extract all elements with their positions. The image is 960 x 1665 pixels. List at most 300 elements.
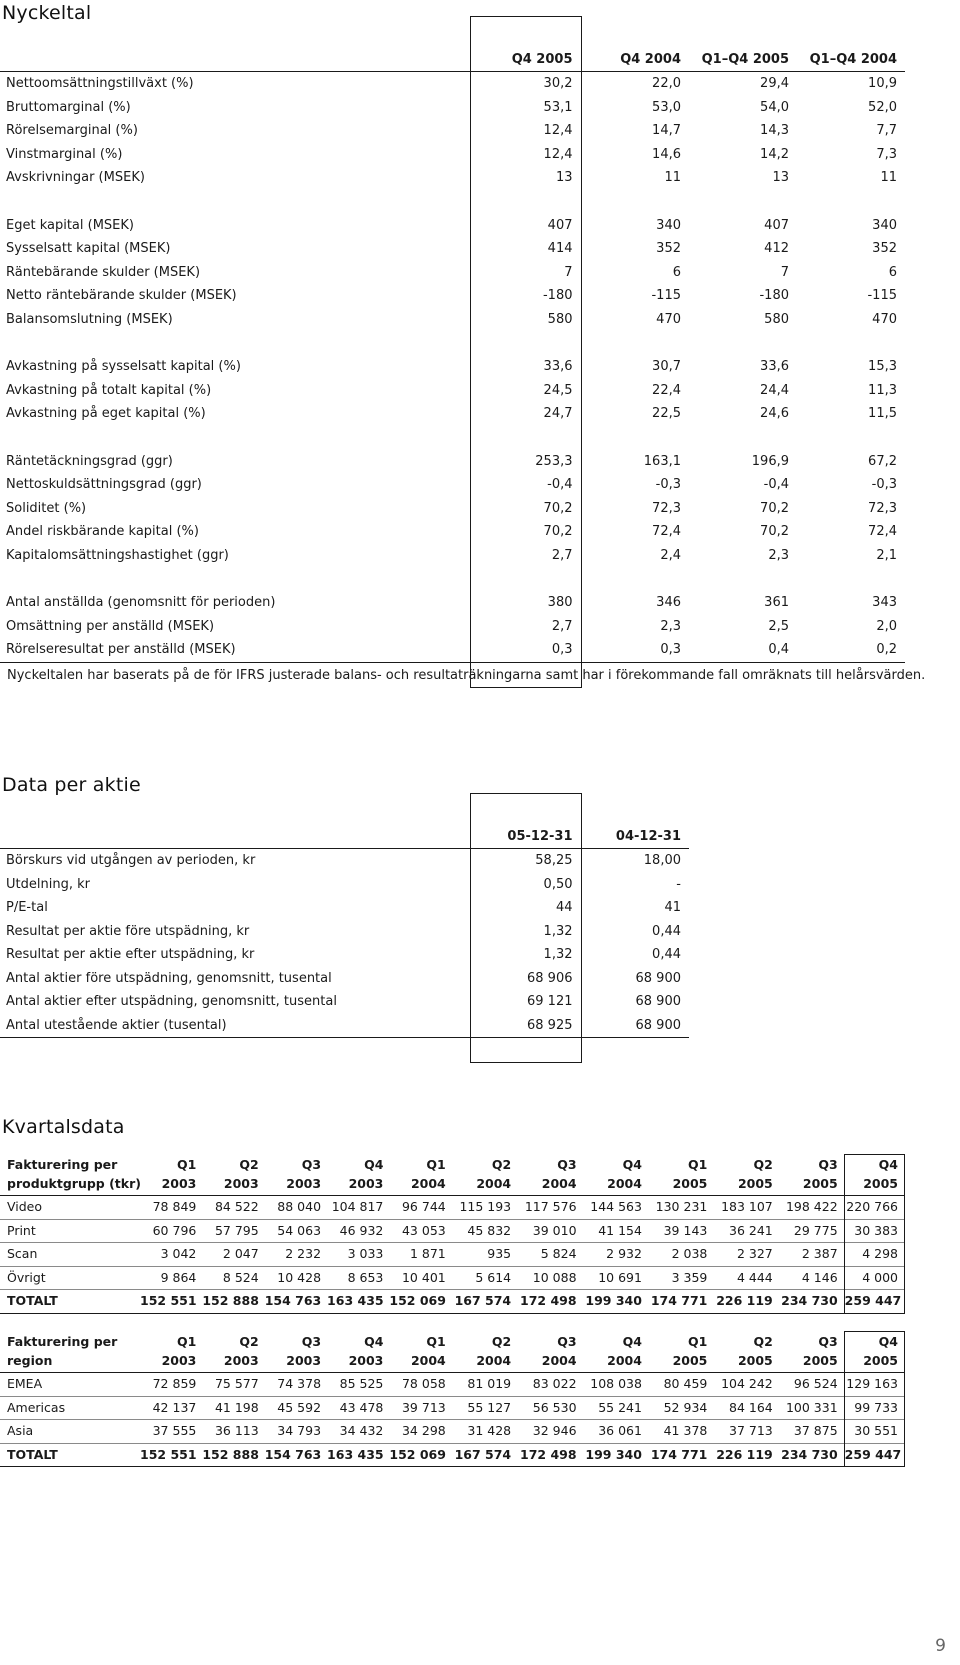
cell-value: 39 010 xyxy=(532,1222,577,1238)
cell-value: 31 428 xyxy=(467,1423,512,1438)
quarter-header: Q3 xyxy=(818,1333,838,1349)
header-blank xyxy=(0,49,470,72)
cell-value: 80 459 xyxy=(663,1376,708,1391)
row-label: Antal anställda (genomsnitt för perioden) xyxy=(6,595,276,610)
cell-value: 60 796 xyxy=(152,1222,197,1238)
table-row xyxy=(0,1196,905,1220)
cell-value: 130 231 xyxy=(655,1199,708,1214)
row-label: Netto räntebärande skulder (MSEK) xyxy=(6,288,237,303)
cell-value: 30 383 xyxy=(844,1219,904,1243)
row-label: Kapitalomsättningshastighet (ggr) xyxy=(6,547,229,563)
total-value: 152 888 xyxy=(202,1446,259,1462)
row-label: Sysselsatt kapital (MSEK) xyxy=(6,241,171,256)
cell-value: 7,7 xyxy=(876,123,897,138)
kvartal-produktgrupp-table xyxy=(0,1154,905,1314)
cell-value: 52,0 xyxy=(868,99,897,115)
cell-value: 33,6 xyxy=(760,359,789,374)
cell-value: 2,3 xyxy=(660,618,681,634)
cell-value: 78 058 xyxy=(401,1376,446,1391)
cell-value: 83 022 xyxy=(532,1376,577,1391)
cell-value: 72,4 xyxy=(868,524,897,539)
cell-value: 4 444 xyxy=(736,1269,773,1285)
cell-value: 70,2 xyxy=(470,520,581,544)
cell-value: 84 522 xyxy=(214,1199,259,1214)
table-row xyxy=(0,237,905,261)
year-header: 2005 xyxy=(844,1351,904,1373)
cell-value: 104 242 xyxy=(721,1376,773,1391)
cell-value: -0,4 xyxy=(763,477,789,492)
table-row xyxy=(0,943,689,967)
cell-value: 935 xyxy=(487,1246,512,1261)
cell-value: 72,3 xyxy=(652,500,681,516)
cell-value: 68 925 xyxy=(470,1014,581,1038)
quarter-header: Q4 xyxy=(844,1155,904,1175)
cell-value: 1,32 xyxy=(470,920,581,944)
cell-value: -0,4 xyxy=(470,473,581,497)
table-row xyxy=(0,920,689,944)
year-header: 2003 xyxy=(348,1353,384,1368)
year-header: 2004 xyxy=(607,1176,642,1191)
table-row xyxy=(0,1266,905,1290)
row-label: Americas xyxy=(7,1399,66,1415)
row-label: Soliditet (%) xyxy=(6,500,87,516)
cell-value: 72,4 xyxy=(652,524,681,539)
cell-value: 2,1 xyxy=(876,547,897,563)
header-row-quarter xyxy=(0,1155,905,1175)
year-header: 2003 xyxy=(161,1353,197,1368)
cell-value: 10 401 xyxy=(401,1269,446,1285)
cell-value: 10 691 xyxy=(598,1269,642,1285)
spacer-row xyxy=(0,426,905,450)
cell-value: 2 232 xyxy=(285,1246,322,1261)
cell-value: 12,4 xyxy=(470,119,581,143)
cell-value: 24,4 xyxy=(760,382,789,398)
cell-value: 30,2 xyxy=(470,72,581,96)
header-label: Fakturering per xyxy=(7,1156,118,1172)
row-label: Print xyxy=(7,1222,36,1238)
row-label: Rörelseresultat per anställd (MSEK) xyxy=(6,642,236,657)
total-value: 259 447 xyxy=(844,1290,904,1314)
cell-value: 2,7 xyxy=(470,615,581,639)
cell-value: 115 193 xyxy=(459,1199,512,1214)
row-label: Vinstmarginal (%) xyxy=(6,146,123,162)
row-label: Avskrivningar (MSEK) xyxy=(6,170,145,185)
cell-value: 96 524 xyxy=(793,1376,838,1391)
year-header: 2005 xyxy=(672,1176,708,1191)
table-row xyxy=(0,1396,905,1420)
cell-value: 69 121 xyxy=(470,990,581,1014)
total-value: 234 730 xyxy=(781,1446,838,1462)
cell-value: 43 478 xyxy=(339,1399,384,1415)
cell-value: 36 061 xyxy=(598,1423,642,1438)
cell-value: 10,9 xyxy=(868,76,897,91)
cell-value: 361 xyxy=(764,595,789,610)
cell-value: 54 063 xyxy=(277,1222,322,1238)
cell-value: 580 xyxy=(764,311,789,327)
header-row-quarter xyxy=(0,1332,905,1352)
total-label: TOTALT xyxy=(7,1293,58,1308)
cell-value: 53,0 xyxy=(652,99,681,115)
year-header: 2004 xyxy=(607,1353,642,1368)
cell-value: 2 932 xyxy=(606,1246,642,1261)
cell-value: 74 378 xyxy=(277,1376,322,1391)
total-value: 259 447 xyxy=(844,1443,904,1467)
quarter-header: Q2 xyxy=(753,1333,773,1349)
cell-value: 2 327 xyxy=(736,1246,773,1261)
cell-value: 24,7 xyxy=(470,402,581,426)
year-header: 2003 xyxy=(348,1176,384,1191)
cell-value: -180 xyxy=(759,288,789,303)
cell-value: 13 xyxy=(470,166,581,190)
table-row xyxy=(0,1014,689,1038)
cell-value: 6 xyxy=(888,264,897,280)
cell-value: 53,1 xyxy=(470,96,581,120)
spacer-row xyxy=(0,190,905,214)
cell-value: 5 614 xyxy=(475,1269,512,1285)
cell-value: 37 713 xyxy=(729,1423,773,1438)
cell-value: 198 422 xyxy=(785,1199,838,1214)
year-header: 2003 xyxy=(223,1353,259,1368)
cell-value: 14,2 xyxy=(760,146,789,162)
total-value: 167 574 xyxy=(454,1446,512,1462)
cell-value: 10 428 xyxy=(277,1269,322,1285)
row-label: Antal aktier före utspädning, genomsnitt, tusental xyxy=(6,970,332,986)
total-value: 154 763 xyxy=(264,1293,322,1308)
cell-value: 24,6 xyxy=(760,406,789,421)
cell-value: 407 xyxy=(470,214,581,238)
cell-value: 88 040 xyxy=(277,1199,322,1214)
nyckeltal-note: Nyckeltalen har baserats på de för IFRS justerade balans- och resultaträkningarna samt har i förekommande fall omräknats till helårsvärden. xyxy=(7,668,926,683)
cell-value: 1,32 xyxy=(470,943,581,967)
table-row xyxy=(0,119,905,143)
data-per-aktie-table xyxy=(0,793,689,1063)
header-label: produktgrupp (tkr) xyxy=(7,1176,141,1191)
cell-value: 470 xyxy=(872,311,897,327)
column-header: Q4 2005 xyxy=(470,49,581,72)
cell-value: -180 xyxy=(470,284,581,308)
total-value: 172 498 xyxy=(520,1293,577,1308)
cell-value: 58,25 xyxy=(470,849,581,873)
cell-value: 144 563 xyxy=(590,1199,642,1214)
cell-value: 7 xyxy=(780,264,789,280)
cell-value: 7 xyxy=(470,261,581,285)
row-label: Andel riskbärande kapital (%) xyxy=(6,524,199,539)
cell-value: - xyxy=(676,876,681,892)
cell-value: 0,3 xyxy=(660,642,681,657)
cell-value: 68 900 xyxy=(635,994,681,1009)
quarter-header: Q1 xyxy=(177,1333,197,1349)
cell-value: 70,2 xyxy=(470,497,581,521)
cell-value: 14,6 xyxy=(652,146,681,162)
cell-value: 70,2 xyxy=(760,524,789,539)
row-label: Avkastning på totalt kapital (%) xyxy=(6,382,212,398)
total-value: 226 119 xyxy=(716,1446,773,1462)
spacer-row xyxy=(0,17,905,50)
cell-value: 2,3 xyxy=(768,547,789,563)
cell-value: 1 871 xyxy=(409,1246,446,1261)
header-row xyxy=(0,826,689,849)
row-label: Övrigt xyxy=(7,1269,46,1285)
cell-value: 18,00 xyxy=(643,853,681,868)
cell-value: -0,3 xyxy=(871,477,897,492)
cell-value: 30 551 xyxy=(844,1420,904,1444)
quarter-header: Q1 xyxy=(688,1156,708,1172)
cell-value: 196,9 xyxy=(751,453,789,469)
data-per-aktie-title: Data per aktie xyxy=(2,774,141,796)
table-row xyxy=(0,143,905,167)
total-value: 167 574 xyxy=(454,1293,512,1308)
year-header: 2005 xyxy=(802,1176,838,1191)
quarter-header: Q2 xyxy=(753,1156,773,1172)
row-label: Rörelsemarginal (%) xyxy=(6,123,138,138)
cell-value: 33,6 xyxy=(470,355,581,379)
cell-value: 22,4 xyxy=(652,382,681,398)
cell-value: 96 744 xyxy=(401,1199,446,1214)
year-header: 2004 xyxy=(476,1176,512,1191)
cell-value: 343 xyxy=(872,595,897,610)
cell-value: 41 378 xyxy=(663,1423,708,1438)
table-row xyxy=(0,638,905,662)
cell-value: 414 xyxy=(470,237,581,261)
cell-value: 78 849 xyxy=(152,1199,197,1214)
cell-value: 37 875 xyxy=(793,1423,838,1438)
cell-value: 39 143 xyxy=(663,1222,708,1238)
cell-value: 470 xyxy=(656,311,681,327)
cell-value: 8 524 xyxy=(222,1269,259,1285)
quarter-header: Q1 xyxy=(688,1333,708,1349)
cell-value: 55 241 xyxy=(598,1399,642,1415)
cell-value: 68 906 xyxy=(470,967,581,991)
table-row xyxy=(0,261,905,285)
row-label: Avkastning på sysselsatt kapital (%) xyxy=(6,359,241,374)
cell-value: 37 555 xyxy=(152,1423,197,1438)
table-row xyxy=(0,896,689,920)
cell-value: 352 xyxy=(872,241,897,256)
cell-value: 2,7 xyxy=(470,544,581,568)
row-label: Nettoomsättningstillväxt (%) xyxy=(6,76,194,91)
cell-value: 14,7 xyxy=(652,123,681,138)
column-header: Q1–Q4 2005 xyxy=(701,52,789,67)
header-blank xyxy=(0,826,470,849)
row-label: Antal aktier efter utspädning, genomsnitt, tusental xyxy=(6,994,337,1009)
cell-value: 11,3 xyxy=(868,382,897,398)
table-row xyxy=(0,967,689,991)
year-header: 2004 xyxy=(410,1353,446,1368)
cell-value: 7,3 xyxy=(876,146,897,162)
column-header: Q1–Q4 2004 xyxy=(809,52,897,67)
cell-value: 0,4 xyxy=(768,642,789,657)
cell-value: 10 088 xyxy=(532,1269,577,1285)
year-header: 2005 xyxy=(737,1353,773,1368)
total-value: 152 551 xyxy=(140,1293,197,1308)
spacer-row xyxy=(0,331,905,355)
total-value: 234 730 xyxy=(781,1293,838,1308)
year-header: 2004 xyxy=(476,1353,512,1368)
header-label: region xyxy=(7,1353,53,1368)
table-row xyxy=(0,544,905,568)
cell-value: 54,0 xyxy=(760,99,789,115)
cell-value: 56 530 xyxy=(532,1399,577,1415)
row-label: Resultat per aktie före utspädning, kr xyxy=(6,923,250,939)
cell-value: 45 592 xyxy=(277,1399,322,1415)
cell-value: 29 775 xyxy=(793,1222,838,1238)
cell-value: 72,3 xyxy=(868,500,897,516)
quarter-header: Q1 xyxy=(426,1156,446,1172)
year-header: 2004 xyxy=(541,1353,577,1368)
table-row xyxy=(0,284,905,308)
cell-value: 43 053 xyxy=(401,1222,446,1238)
cell-value: 57 795 xyxy=(214,1222,259,1238)
cell-value: 41 198 xyxy=(214,1399,259,1415)
cell-value: 352 xyxy=(656,241,681,256)
year-header: 2004 xyxy=(410,1176,446,1191)
column-header: 05-12-31 xyxy=(470,826,581,849)
cell-value: 4 000 xyxy=(844,1266,904,1290)
cell-value: 45 832 xyxy=(467,1222,512,1238)
total-label: TOTALT xyxy=(7,1446,58,1462)
row-label: Video xyxy=(7,1199,43,1214)
cell-value: 12,4 xyxy=(470,143,581,167)
row-label: Scan xyxy=(7,1246,38,1261)
cell-value: 36 241 xyxy=(729,1222,773,1238)
cell-value: 68 900 xyxy=(635,1017,681,1033)
cell-value: 2 038 xyxy=(671,1246,708,1261)
quarter-header: Q4 xyxy=(622,1156,642,1172)
table-row xyxy=(0,591,905,615)
total-value: 152 069 xyxy=(389,1293,446,1308)
row-label: Resultat per aktie efter utspädning, kr xyxy=(6,947,255,962)
table-row xyxy=(0,615,905,639)
cell-value: 407 xyxy=(764,217,789,233)
cell-value: 580 xyxy=(470,308,581,332)
kvartal-region-table xyxy=(0,1331,905,1467)
table-row xyxy=(0,214,905,238)
table-row xyxy=(0,1373,905,1397)
cell-value: 75 577 xyxy=(214,1376,259,1391)
cell-value: 0,50 xyxy=(470,873,581,897)
quarter-header: Q2 xyxy=(239,1333,259,1349)
cell-value: 412 xyxy=(764,241,789,256)
nyckeltal-table xyxy=(0,16,905,688)
quarter-header: Q3 xyxy=(818,1156,838,1172)
table-row xyxy=(0,308,905,332)
cell-value: 15,3 xyxy=(868,359,897,374)
year-header: 2003 xyxy=(286,1353,322,1368)
cell-value: -115 xyxy=(651,288,681,303)
cell-value: -115 xyxy=(867,288,897,303)
cell-value: 220 766 xyxy=(844,1196,904,1220)
row-label: EMEA xyxy=(7,1376,43,1391)
row-label: Börskurs vid utgången av perioden, kr xyxy=(6,853,256,868)
cell-value: 117 576 xyxy=(524,1199,577,1214)
row-label: Nettoskuldsättningsgrad (ggr) xyxy=(6,477,202,492)
cell-value: 0,2 xyxy=(876,642,897,657)
table-row xyxy=(0,849,689,873)
spacer-row xyxy=(0,794,689,827)
total-value: 199 340 xyxy=(585,1446,642,1462)
quarter-header: Q3 xyxy=(301,1333,322,1349)
total-row xyxy=(0,1290,905,1314)
total-value: 163 435 xyxy=(327,1293,384,1308)
cell-value: 163,1 xyxy=(643,453,681,469)
cell-value: 108 038 xyxy=(590,1376,642,1391)
year-header: 2003 xyxy=(286,1176,322,1191)
cell-value: 39 713 xyxy=(401,1399,446,1415)
total-value: 152 888 xyxy=(202,1293,259,1308)
cell-value: -0,3 xyxy=(655,477,681,492)
cell-value: 2 387 xyxy=(801,1246,838,1261)
spacer-row xyxy=(0,1038,689,1063)
quarter-header: Q2 xyxy=(491,1156,512,1172)
table-row xyxy=(0,1420,905,1444)
cell-value: 70,2 xyxy=(760,500,789,516)
cell-value: 2,5 xyxy=(768,618,789,634)
quarter-header: Q1 xyxy=(426,1333,446,1349)
cell-value: 380 xyxy=(470,591,581,615)
table-row xyxy=(0,402,905,426)
table-row xyxy=(0,379,905,403)
cell-value: 2,4 xyxy=(660,547,681,563)
total-value: 199 340 xyxy=(585,1293,642,1308)
total-value: 154 763 xyxy=(264,1446,322,1462)
cell-value: 81 019 xyxy=(467,1376,512,1391)
quarter-header: Q4 xyxy=(622,1333,642,1349)
total-value: 163 435 xyxy=(327,1446,384,1462)
cell-value: 11 xyxy=(880,170,897,185)
row-label: Bruttomarginal (%) xyxy=(6,99,131,115)
cell-value: 2 047 xyxy=(222,1246,259,1261)
row-label: Räntebärande skulder (MSEK) xyxy=(6,264,201,280)
year-header: 2005 xyxy=(802,1353,838,1368)
total-value: 174 771 xyxy=(650,1293,708,1308)
total-value: 172 498 xyxy=(520,1446,577,1462)
header-row xyxy=(0,49,905,72)
cell-value: 11 xyxy=(664,170,681,185)
cell-value: 32 946 xyxy=(532,1423,577,1438)
cell-value: 253,3 xyxy=(470,450,581,474)
total-value: 226 119 xyxy=(716,1293,773,1308)
row-label: Eget kapital (MSEK) xyxy=(6,217,134,233)
cell-value: 183 107 xyxy=(721,1199,773,1214)
total-row xyxy=(0,1443,905,1467)
cell-value: 55 127 xyxy=(467,1399,512,1415)
total-value: 174 771 xyxy=(650,1446,708,1462)
quarter-header: Q4 xyxy=(364,1333,384,1349)
cell-value: 30,7 xyxy=(652,359,681,374)
cell-value: 52 934 xyxy=(663,1399,708,1415)
header-label: Fakturering per xyxy=(7,1333,118,1349)
table-row xyxy=(0,990,689,1014)
cell-value: 340 xyxy=(872,217,897,233)
cell-value: 13 xyxy=(772,170,789,185)
cell-value: 44 xyxy=(470,896,581,920)
cell-value: 3 359 xyxy=(671,1269,708,1285)
cell-value: 3 042 xyxy=(160,1246,197,1261)
cell-value: 22,0 xyxy=(652,76,681,91)
cell-value: 99 733 xyxy=(844,1396,904,1420)
table-row xyxy=(0,96,905,120)
table-row xyxy=(0,450,905,474)
cell-value: 85 525 xyxy=(339,1376,384,1391)
total-value: 152 551 xyxy=(140,1446,197,1462)
cell-value: 46 932 xyxy=(339,1222,384,1238)
table-row xyxy=(0,72,905,96)
quarter-header: Q2 xyxy=(491,1333,512,1349)
cell-value: 84 164 xyxy=(729,1399,773,1415)
table-row xyxy=(0,1243,905,1267)
quarter-header: Q3 xyxy=(301,1156,322,1172)
kvartalsdata-title: Kvartalsdata xyxy=(2,1116,125,1138)
